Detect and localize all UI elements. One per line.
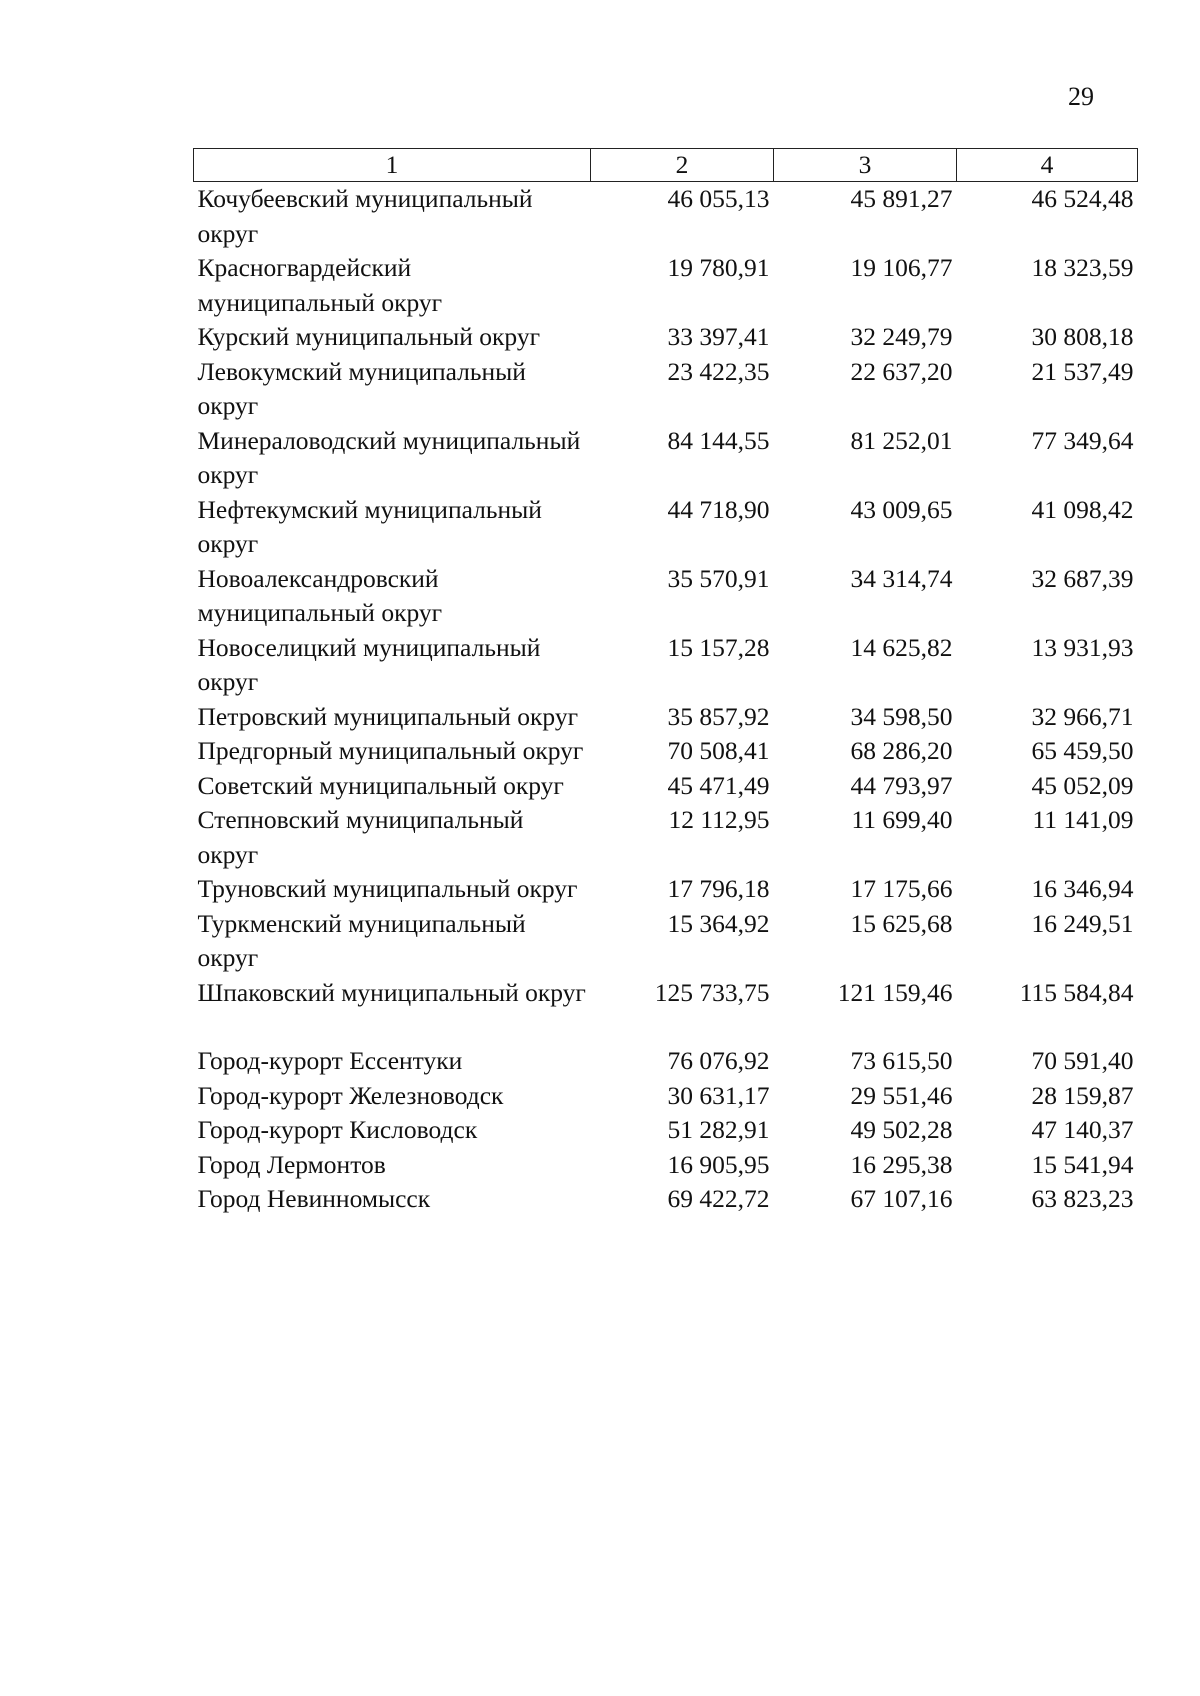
value-col-3: 67 107,16 bbox=[850, 1184, 953, 1213]
value-col-2: 23 422,35 bbox=[667, 356, 770, 386]
column-header-2: 2 bbox=[591, 149, 774, 182]
district-name: Минераловодский муниципальный округ bbox=[197, 425, 581, 489]
table-row bbox=[194, 1148, 1138, 1183]
value-col-4: 18 323,59 bbox=[1031, 253, 1134, 282]
table-row bbox=[194, 251, 1138, 320]
value-col-4: 16 346,94 bbox=[1031, 874, 1134, 903]
value-col-3: 44 793,97 bbox=[850, 770, 953, 800]
value-col-3: 14 625,82 bbox=[850, 632, 953, 662]
value-col-2: 84 144,55 bbox=[667, 425, 770, 455]
value-col-2: 76 076,92 bbox=[667, 1046, 770, 1075]
value-col-2: 33 397,41 bbox=[667, 322, 770, 351]
table-row bbox=[194, 907, 1138, 976]
table-row bbox=[194, 493, 1138, 562]
value-col-4: 77 349,64 bbox=[1031, 425, 1134, 455]
district-name: Кочубеевский муниципальный округ bbox=[197, 184, 533, 248]
table-body bbox=[194, 182, 1138, 1217]
value-col-2: 46 055,13 bbox=[667, 184, 770, 213]
value-col-3: 68 286,20 bbox=[850, 736, 953, 765]
value-col-4: 41 098,42 bbox=[1031, 494, 1134, 524]
city-name: Город-курорт Ессентуки bbox=[197, 1046, 463, 1075]
value-col-3: 11 699,40 bbox=[851, 805, 953, 834]
value-col-2: 16 905,95 bbox=[667, 1149, 770, 1179]
table-row bbox=[194, 700, 1138, 735]
value-col-4: 70 591,40 bbox=[1031, 1046, 1134, 1075]
value-col-4: 63 823,23 bbox=[1031, 1184, 1134, 1213]
page-number: 29 bbox=[1068, 82, 1094, 111]
table-row bbox=[194, 1113, 1138, 1148]
district-name: Труновский муниципальный округ bbox=[197, 874, 578, 903]
table-row bbox=[194, 734, 1138, 769]
table-row bbox=[194, 320, 1138, 355]
value-col-4: 32 966,71 bbox=[1031, 701, 1134, 731]
column-header-4: 4 bbox=[957, 149, 1138, 182]
district-name: Шпаковский муниципальный округ bbox=[197, 977, 586, 1007]
district-name: Левокумский муниципальный округ bbox=[197, 356, 526, 420]
value-col-3: 49 502,28 bbox=[850, 1115, 953, 1144]
value-col-3: 19 106,77 bbox=[850, 253, 953, 282]
value-col-3: 34 598,50 bbox=[850, 701, 953, 731]
value-col-3: 17 175,66 bbox=[850, 874, 953, 903]
value-col-2: 30 631,17 bbox=[667, 1080, 770, 1110]
table-row bbox=[194, 182, 1138, 252]
district-name: Новоселицкий муниципальный округ bbox=[197, 632, 541, 696]
city-name: Город Лермонтов bbox=[197, 1149, 386, 1179]
column-header-1: 1 bbox=[194, 149, 591, 182]
value-col-2: 15 364,92 bbox=[667, 908, 770, 938]
table-row bbox=[194, 424, 1138, 493]
value-col-2: 69 422,72 bbox=[667, 1184, 770, 1213]
value-col-2: 15 157,28 bbox=[667, 632, 770, 662]
value-col-4: 30 808,18 bbox=[1031, 322, 1134, 351]
value-col-3: 121 159,46 bbox=[837, 977, 953, 1007]
value-col-4: 65 459,50 bbox=[1031, 736, 1134, 765]
data-table bbox=[193, 148, 1138, 1217]
value-col-4: 11 141,09 bbox=[1032, 805, 1134, 834]
district-name: Нефтекумский муниципальный округ bbox=[197, 494, 542, 558]
district-name: Степновский муниципальный округ bbox=[197, 805, 524, 869]
city-name: Город-курорт Железноводск bbox=[197, 1080, 504, 1110]
value-col-4: 13 931,93 bbox=[1031, 632, 1134, 662]
table-row bbox=[194, 1182, 1138, 1217]
district-name: Петровский муниципальный округ bbox=[197, 701, 579, 731]
value-col-3: 43 009,65 bbox=[850, 494, 953, 524]
column-header-3: 3 bbox=[774, 149, 957, 182]
value-col-2: 44 718,90 bbox=[667, 494, 770, 524]
value-col-2: 35 570,91 bbox=[667, 563, 770, 593]
district-name: Советский муниципальный округ bbox=[197, 770, 564, 800]
value-col-3: 81 252,01 bbox=[850, 425, 953, 455]
district-name: Предгорный муниципальный округ bbox=[197, 736, 584, 765]
table-row bbox=[194, 355, 1138, 424]
value-col-2: 17 796,18 bbox=[667, 874, 770, 903]
table-row bbox=[194, 769, 1138, 804]
value-col-4: 15 541,94 bbox=[1031, 1149, 1134, 1179]
value-col-3: 15 625,68 bbox=[850, 908, 953, 938]
district-name: Туркменский муниципальный округ bbox=[197, 908, 526, 972]
city-name: Город-курорт Кисловодск bbox=[197, 1115, 478, 1144]
value-col-2: 45 471,49 bbox=[667, 770, 770, 800]
value-col-3: 29 551,46 bbox=[850, 1080, 953, 1110]
table-row bbox=[194, 631, 1138, 700]
value-col-2: 51 282,91 bbox=[667, 1115, 770, 1144]
value-col-2: 19 780,91 bbox=[667, 253, 770, 282]
value-col-4: 115 584,84 bbox=[1019, 977, 1134, 1007]
value-col-3: 32 249,79 bbox=[850, 322, 953, 351]
value-col-3: 22 637,20 bbox=[850, 356, 953, 386]
table-row bbox=[194, 1044, 1138, 1079]
value-col-2: 35 857,92 bbox=[667, 701, 770, 731]
value-col-4: 28 159,87 bbox=[1031, 1080, 1134, 1110]
district-name: Новоалександровский муниципальный округ bbox=[197, 563, 443, 627]
value-col-3: 34 314,74 bbox=[850, 563, 953, 593]
value-col-3: 16 295,38 bbox=[850, 1149, 953, 1179]
value-col-4: 21 537,49 bbox=[1031, 356, 1134, 386]
table-row bbox=[194, 1079, 1138, 1114]
value-col-4: 45 052,09 bbox=[1031, 770, 1134, 800]
table-row bbox=[194, 872, 1138, 907]
table-row bbox=[194, 562, 1138, 631]
value-col-4: 32 687,39 bbox=[1031, 563, 1134, 593]
value-col-4: 16 249,51 bbox=[1031, 908, 1134, 938]
district-name: Курский муниципальный округ bbox=[197, 322, 541, 351]
value-col-3: 45 891,27 bbox=[850, 184, 953, 213]
value-col-2: 12 112,95 bbox=[668, 805, 770, 834]
value-col-4: 47 140,37 bbox=[1031, 1115, 1134, 1144]
value-col-2: 125 733,75 bbox=[654, 977, 770, 1007]
district-name: Красногвардейский муниципальный округ bbox=[197, 253, 443, 317]
value-col-3: 73 615,50 bbox=[850, 1046, 953, 1075]
table-header bbox=[194, 149, 1138, 182]
table-row bbox=[194, 803, 1138, 872]
value-col-4: 46 524,48 bbox=[1031, 184, 1134, 213]
row-spacer bbox=[194, 1010, 1138, 1044]
city-name: Город Невинномысск bbox=[197, 1184, 431, 1213]
table-row bbox=[194, 976, 1138, 1011]
value-col-2: 70 508,41 bbox=[667, 736, 770, 765]
